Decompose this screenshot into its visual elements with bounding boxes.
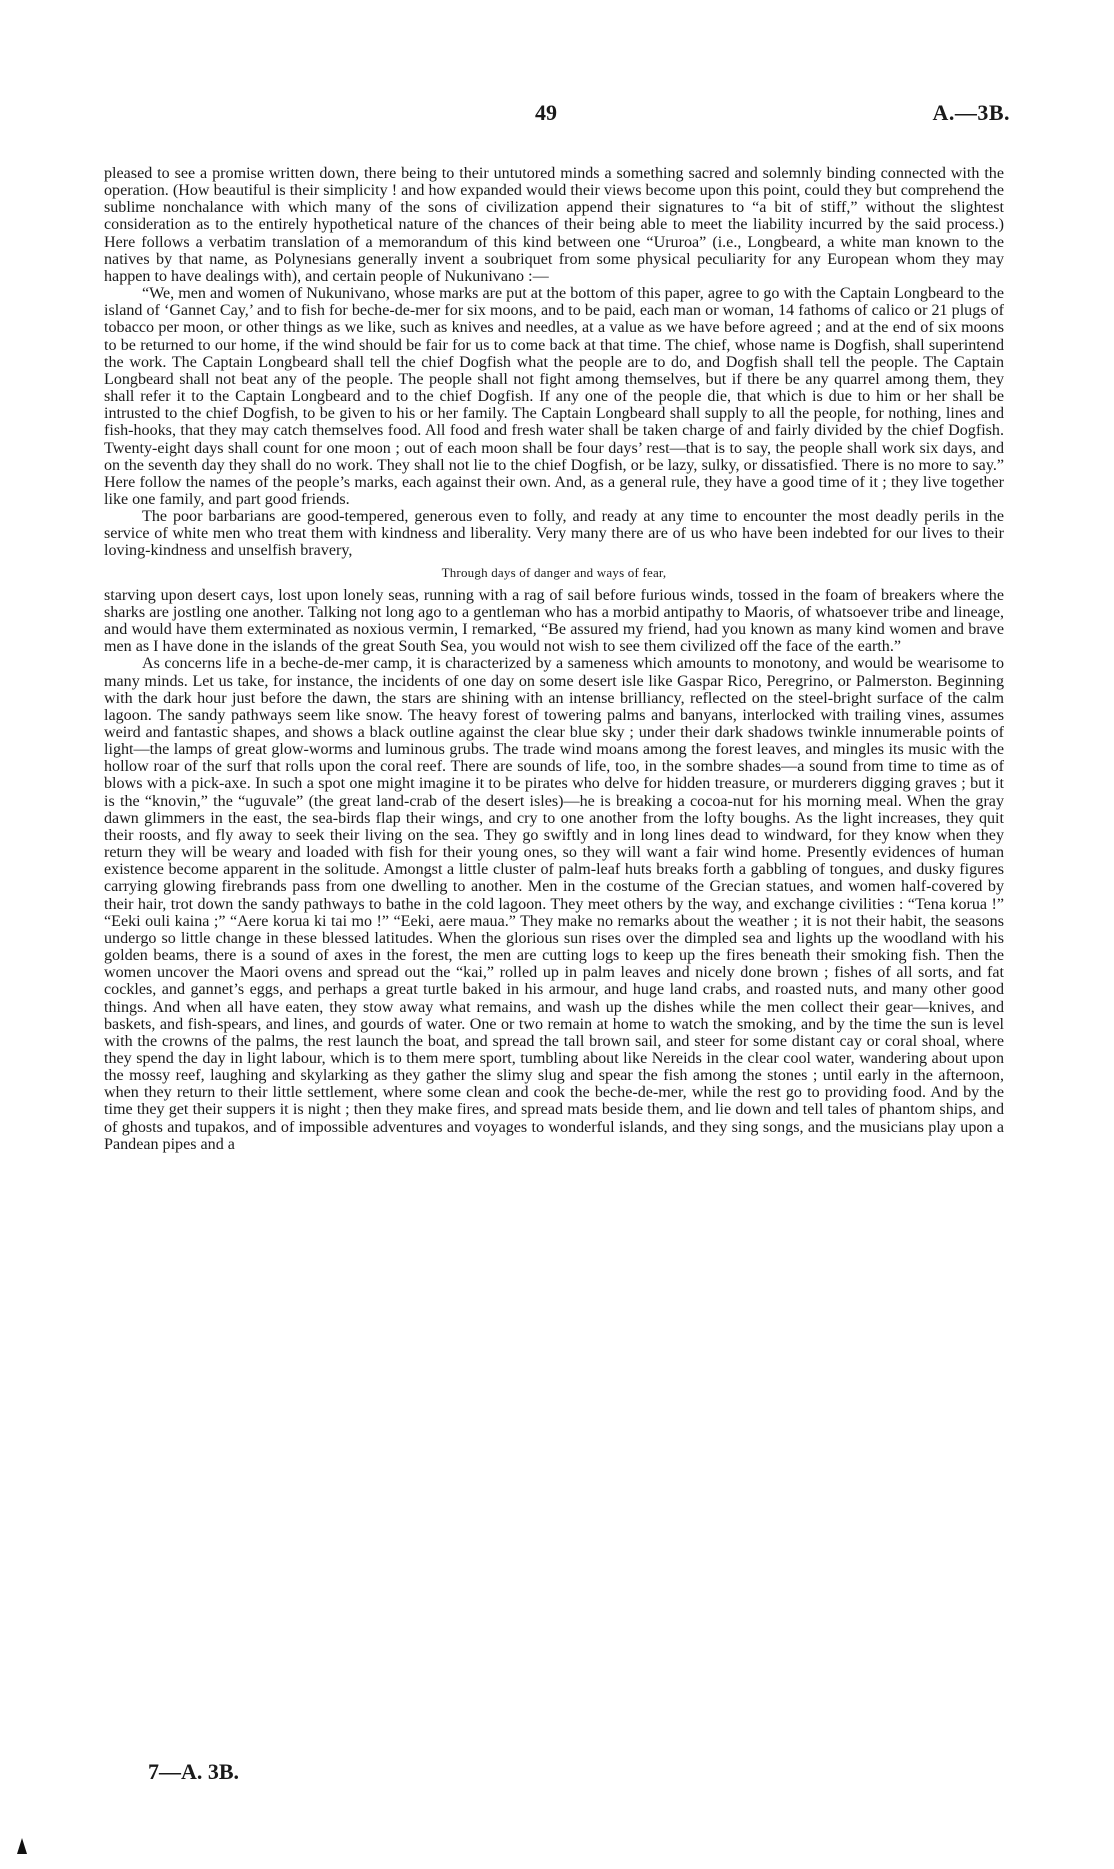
paragraph: pleased to see a promise written down, there being to their untutored minds a something sacred and solemnly binding connected with the operation. (How beautiful is their simplicity ! and how expanded would their views become upon this point, could they but comprehend the sublime nonchalance with which many of the sons of civilization append their signatures to “a bit of stiff,” without the slightest consideration as to the entirely hypothetical nature of the chances of their being able to meet the liability incurred by the said process.) Here follows a verbatim translation of a memorandum of this kind between one “Ururoa” (i.e., Longbeard, a white man known to the natives by that name, as Polynesians generally invent a soubriquet from some physical peculiarity for any European whom they may happen to have dealings with), and certain people of Nukunivano :— [104,165,1004,285]
page-header [0,100,1114,130]
corner-triangle-icon [17,1838,27,1854]
body-text [104,165,1004,1153]
document-reference: A.—3B. [932,100,1010,125]
paragraph: As concerns life in a beche-de-mer camp, it is characterized by a sameness which amounts to monotony, and would be wearisome to many minds. Let us take, for instance, the incidents of one day on some desert isle like Gaspar Rico, Peregrino, or Palmerston. Beginning with the dark hour just before the dawn, the stars are shining with an intense brilliancy, reflected on the steel-bright surface of the calm lagoon. The sandy pathways seem like snow. The heavy forest of towering palms and banyans, interlocked with trailing vines, assumes weird and fantastic shapes, and shows a black outline against the clear blue sky ; under their dark shadows twinkle innumerable points of light—the lamps of great glow-worms and luminous grubs. The trade wind moans among the forest leaves, and mingles its music with the hollow roar of the surf that rolls upon the coral reef. There are sounds of life, too, in the sombre shades—a sound from time to time as of blows with a pick-axe. In such a spot one might imagine it to be pirates who delve for hidden treasure, or murderers digging graves ; but it is the “knovin,” the “uguvale” (the great land-crab of the desert isles)—he is breaking a cocoa-nut for his morning meal. When the gray dawn glimmers in the east, the sea-birds flap their wings, and cry to one another from the lofty boughs. As the light increases, they quit their roosts, and fly away to seek their living on the sea. They go swiftly and in long lines dead to windward, for they know when they return they will be weary and loaded with fish for their young ones, so they will want a fair wind home. Presently evidences of human existence become apparent in the solitude. Amongst a little cluster of palm-leaf huts breaks forth a gabbling of tongues, and dusky figures carrying glowing firebrands pass from one dwelling to another. Men in the costume of the Grecian statues, and women half-covered by their hair, trot down the sandy pathways to bathe in the cold lagoon. They meet others by the way, and exchange civilities : “Tena korua !” “Eeki ouli kaina ;” “Aere korua ki tai mo !” “Eeki, aere maua.” They make no remarks about the weather ; it is not their habit, the seasons undergo so little change in these blessed latitudes. When the glorious sun rises over the dimpled sea and lights up the woodland with his golden beams, there is a sound of axes in the forest, the men are cutting logs to keep up the fires beneath their smoking fish. Then the women uncover the Maori ovens and spread out the “kai,” rolled up in palm leaves and nicely done brown ; fishes of all sorts, and fat cockles, and gannet’s eggs, and perhaps a great turtle baked in his armour, and huge land crabs, and roasted nuts, and many other good things. And when all have eaten, they stow away what remains, and wash up the dishes while the men collect their gear—knives, and baskets, and fish-spears, and lines, and gourds of water. One or two remain at home to watch the smoking, and by the time the sun is level with the crowns of the palms, the rest launch the boat, and spread the tall brown sail, and steer for some distant cay or coral shoal, where they spend the day in light labour, which is to them mere sport, tumbling about like Nereids in the clear cool water, wandering about upon the mossy reef, laughing and skylarking as they gather the slimy slug and spear the fish among the stones ; until early in the afternoon, when they return to their little settlement, where some clean and cook the beche-de-mer, while the rest go to providing food. And by the time they get their suppers it is night ; then they make fires, and spread mats beside them, and lie down and tell tales of phantom ships, and of ghosts and tupakos, and of impossible adventures and voyages to wonderful islands, and they sing songs, and the musicians play upon a Pandean pipes and a [104,655,1004,1153]
signature-mark: 7—A. 3B. [148,1759,240,1784]
paragraph: starving upon desert cays, lost upon lonely seas, running with a rag of sail before furious winds, tossed in the foam of breakers where the sharks are jostling one another. Talking not long ago to a gentleman who has a morbid antipathy to Maoris, of whatsoever tribe and lineage, and would have them exterminated as noxious vermin, I remarked, “Be assured my friend, had you known as many kind women and brave men as I have done in the islands of the great South Sea, you would not wish to see them civilized off the face of the earth.” [104,586,1004,656]
page-number: 49 [535,100,557,125]
verse-quotation: Through days of danger and ways of fear, [441,564,667,580]
paragraph: The poor barbarians are good-tempered, generous even to folly, and ready at any time to encounter the most deadly perils in the service of white men who treat them with kindness and liberality. Very many there are of us who have been indebted for our lives to their loving-kindness and unselfish bravery, [104,508,1004,560]
paragraph: “We, men and women of Nukunivano, whose marks are put at the bottom of this paper, agree to go with the Captain Longbeard to the island of ‘Gannet Cay,’ and to fish for beche-de-mer for six moons, and to be paid, each man or woman, 14 fathoms of calico or 21 plugs of tobacco per moon, or other things as we like, such as knives and needles, at a value as we have before agreed ; and at the end of six moons to be returned to our home, if the wind should be fair for us to come back at that time. The chief, whose name is Dogfish, shall superintend the work. The Captain Longbeard shall tell the chief Dogfish what the people are to do, and Dogfish shall tell the people. The Captain Longbeard shall not beat any of the people. The people shall not fight among themselves, but if there be any quarrel among them, they shall refer it to the Captain Longbeard and to the chief Dogfish. If any one of the people die, that which is due to him or her shall be intrusted to the chief Dogfish, to be given to his or her family. The Captain Longbeard shall supply to all the people, for nothing, lines and fish-hooks, that they may catch themselves food. All food and fresh water shall be taken charge of and fairly divided by the chief Dogfish. Twenty-eight days shall count for one moon ; out of each moon shall be four days’ rest—that is to say, the people shall work six days, and on the seventh day they shall do no work. They shall not lie to the chief Dogfish, or be lazy, sulky, or dissatisfied. There is no more to say.” Here follow the names of the people’s marks, each against their own. And, as a general rule, they have a good time of it ; they live together like one family, and part good friends. [104,285,1004,508]
